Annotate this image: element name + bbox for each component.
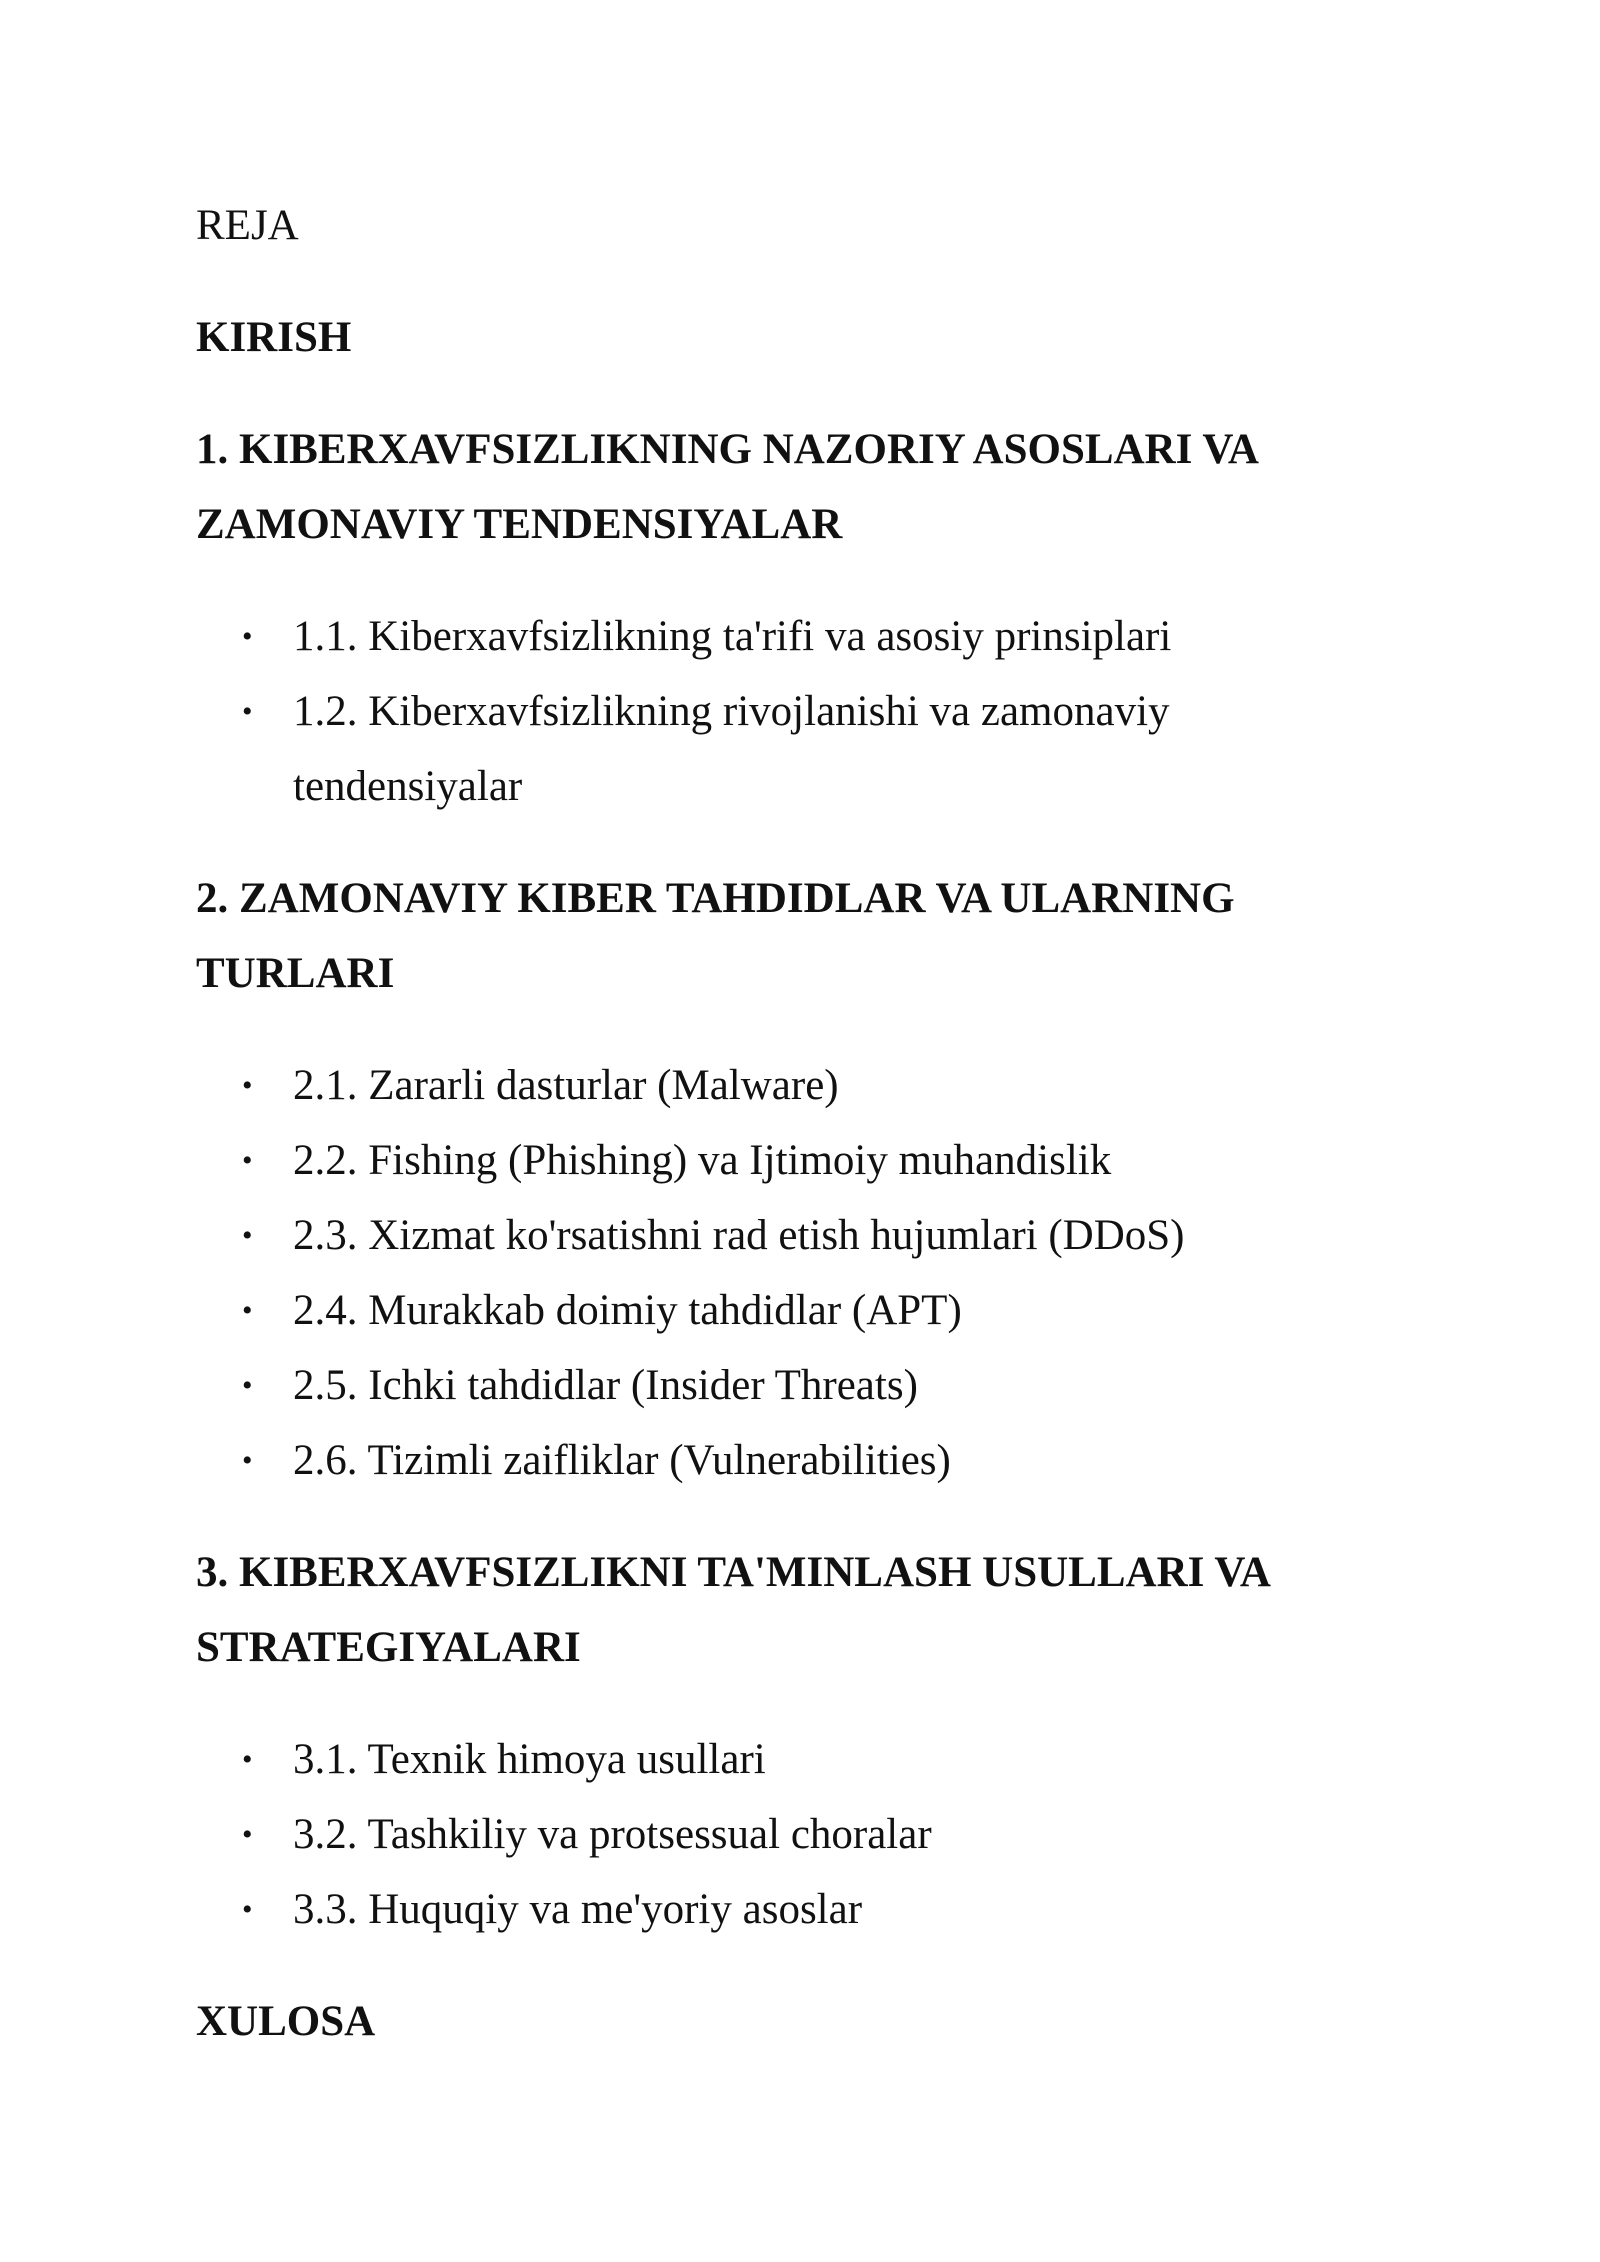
list-item: • 2.2. Fishing (Phishing) va Ijtimoiy muhandislik xyxy=(196,1123,1396,1198)
list-item: • 2.6. Tizimli zaifliklar (Vulnerabilities) xyxy=(196,1423,1396,1498)
list-item: • 1.2. Kiberxavfsizlikning rivojlanishi va zamonaviy tendensiyalar xyxy=(196,674,1396,824)
list-item: • 1.1. Kiberxavfsizlikning ta'rifi va asosiy prinsiplari xyxy=(196,599,1396,674)
section-3-list xyxy=(196,1722,1396,1947)
section-1-heading: 1. KIBERXAVFSIZLIKNING NAZORIY ASOSLARI VA ZAMONAVIY TENDENSIYALAR xyxy=(196,426,1257,548)
list-item: • 3.2. Tashkiliy va protsessual choralar xyxy=(196,1797,1396,1872)
list-item: • 3.1. Texnik himoya usullari xyxy=(196,1722,1396,1797)
section-2-list xyxy=(196,1048,1396,1498)
list-item: • 2.3. Xizmat ko'rsatishni rad etish hujumlari (DDoS) xyxy=(196,1198,1396,1273)
section-2-heading: 2. ZAMONAVIY KIBER TAHDIDLAR VA ULARNING TURLARI xyxy=(196,875,1235,997)
list-item: • 2.5. Ichki tahdidlar (Insider Threats) xyxy=(196,1348,1396,1423)
conclusion-heading: XULOSA xyxy=(196,1998,376,2045)
intro-heading: KIRISH xyxy=(196,314,352,361)
section-3-heading: 3. KIBERXAVFSIZLIKNI TA'MINLASH USULLARI VA STRATEGIYALARI xyxy=(196,1549,1269,1671)
list-item: • 2.1. Zararli dasturlar (Malware) xyxy=(196,1048,1396,1123)
section-1-list xyxy=(196,599,1396,824)
plan-outline xyxy=(196,188,1396,2059)
list-item: • 3.3. Huquqiy va me'yoriy asoslar xyxy=(196,1872,1396,1947)
plan-label: REJA xyxy=(196,202,299,249)
list-item: • 2.4. Murakkab doimiy tahdidlar (APT) xyxy=(196,1273,1396,1348)
